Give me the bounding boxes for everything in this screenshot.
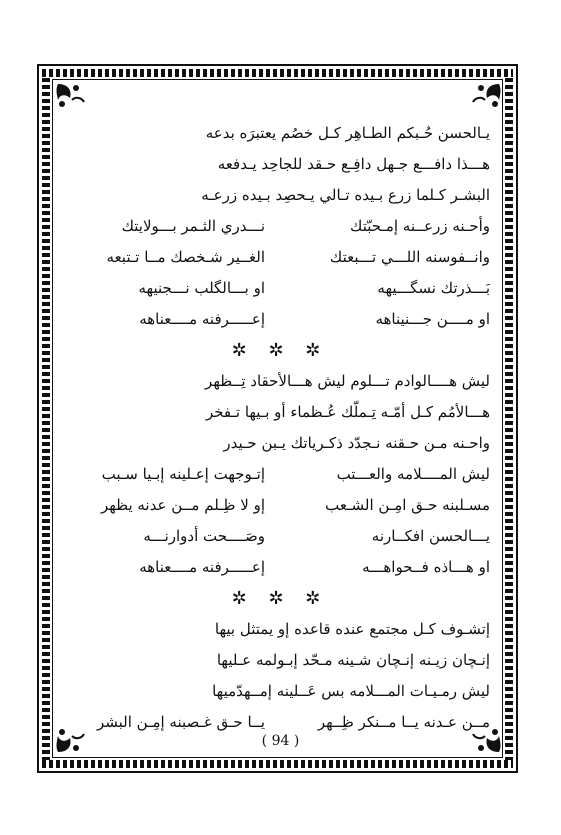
couplet (70, 304, 490, 335)
hemistich-left: وصَــــحت أدوارنـــه (143, 527, 265, 545)
poem-line: واحـنه مـن حـقنه نـجدّد ذكـرياتك يـبن حـيدر (223, 434, 490, 452)
hemistich-right: او مــــن جـــنيناهه (375, 310, 490, 328)
couplet (70, 273, 490, 304)
poem-line: هـــالأمُم كـل أمّـه تِـملّك عُـظماء أو بـيها تـفخر (205, 403, 490, 421)
hemistich-left: إعـــــرفنه مــــعناهه (139, 310, 265, 328)
hemistich-right: وانــفوسنه اللـــي تـــبعتك (329, 248, 490, 266)
poem-line: يـالحسن حُـبكم الطـاهِر كـل خصُم يعتبرَه بدعه (205, 124, 490, 142)
poem-line: ليش رمـيـات المـــلامه بس عَــلينه إمــهدّميها (212, 682, 490, 700)
couplet (70, 211, 490, 242)
couplet (70, 242, 490, 273)
couplet (70, 490, 490, 521)
stanza-separator: ✲ ✲ ✲ (231, 340, 329, 361)
hemistich-left: نـــدري الثـمر بـــولايتك (121, 217, 265, 235)
couplet (70, 459, 490, 490)
hemistich-right: ليش المــــلامه والعـــتب (336, 465, 490, 483)
hemistich-left: او بـــالگلب نـــجنيهه (138, 279, 265, 297)
hemistich-right: وأحـنه زرعــنه إمـحبّتك (350, 217, 490, 235)
hemistich-right: او هـــاذه فــحواهـــه (362, 558, 490, 576)
poem-body (70, 118, 490, 738)
hemistich-left: إو لا ظِـلم مــن عدنه يظهر (100, 496, 265, 514)
hemistich-right: بَـــذرتك نسگـــيهه (377, 279, 490, 297)
hemistich-left: الغــير شـخصك مــا تـتبعه (106, 248, 265, 266)
hemistich-right: مسـلبنه حـق امِـن الشـعب (325, 496, 490, 514)
poem-line: إتشـوف كـل مجتمع عنده قاعده إو يمتثل بيها (214, 620, 490, 638)
stanza-separator: ✲ ✲ ✲ (231, 588, 329, 609)
hemistich-left: إعـــــرفنه مــــعناهه (139, 558, 265, 576)
corner-ornament-icon (54, 80, 90, 116)
poem-line: ليش هــــالوادم تـــلوم ليش هـــالأحقاد تِــظهر (205, 372, 490, 390)
hemistich-right: مــن عـدنه يــا مــنكر ظِــهر (317, 713, 490, 731)
poem-line: البشـر كـلما زرع بـيده تـالي يـحصِد بـيده زرعـه (201, 186, 490, 204)
poem-line: إنـچان زيـنه إنـچان شـينه مـحّد إبـولمه عـليها (216, 651, 490, 669)
hemistich-left: يــا حـق غـصبنه إمِـن البشر (96, 713, 265, 731)
hemistich-left: إتـوجهت إعـلينه إبـيا سـبب (101, 465, 265, 483)
couplet (70, 552, 490, 583)
corner-ornament-icon (467, 80, 503, 116)
hemistich-right: يـــالحسن افكــارنه (371, 527, 490, 545)
page-number: ( 94 ) (261, 733, 300, 749)
couplet (70, 521, 490, 552)
poem-line: هـــذا دافـــع جـهل دافِـع حـقد للجاحِد يـدفعه (217, 155, 490, 173)
